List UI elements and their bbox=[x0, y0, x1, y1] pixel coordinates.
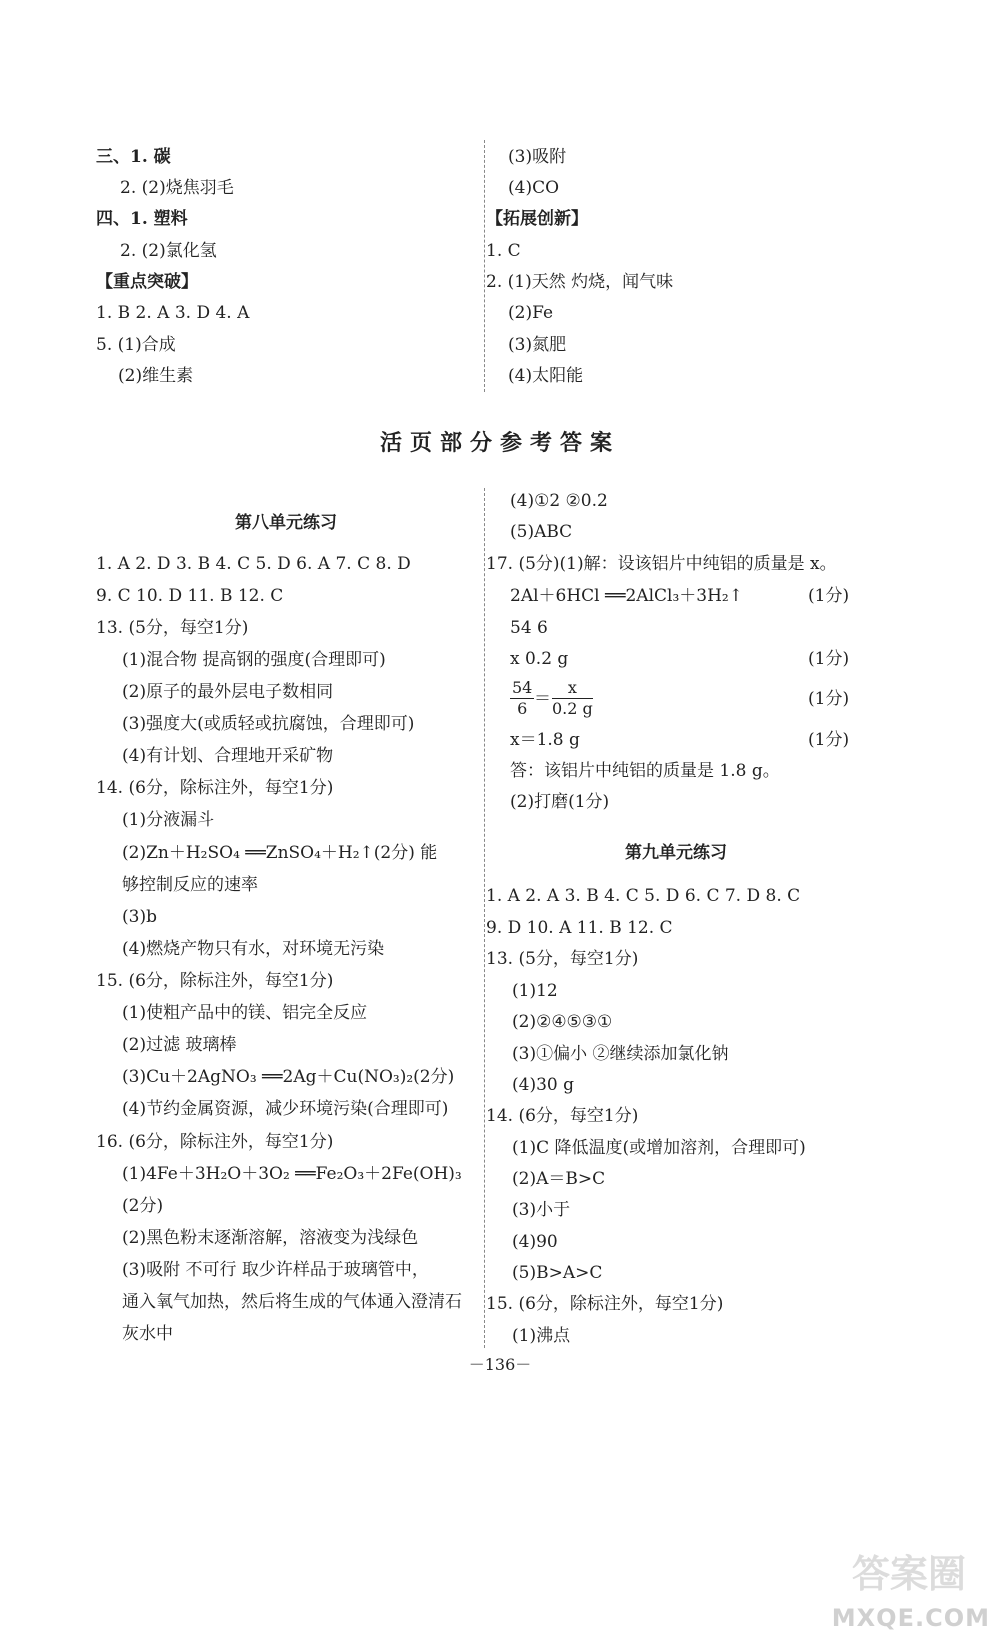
answer-line: 9. D 10. A 11. B 12. C bbox=[486, 918, 673, 938]
answer-line: (1)沸点 bbox=[512, 1326, 571, 1346]
fraction-numerator: 54 bbox=[512, 678, 533, 697]
score-note: (1分) bbox=[808, 649, 850, 669]
answer-line: 2. (1)天然 灼烧，闻气味 bbox=[486, 272, 674, 292]
fraction bbox=[552, 678, 593, 719]
answer-line: 灰水中 bbox=[122, 1324, 173, 1344]
answer-line: (4)①2 ②0.2 bbox=[510, 491, 608, 511]
answer-line: 1. A 2. A 3. B 4. C 5. D 6. C 7. D 8. C bbox=[486, 886, 801, 906]
answer-line: (2)维生素 bbox=[118, 366, 194, 386]
equation-line: x＝1.8 g bbox=[510, 730, 580, 750]
unit9-title: 第九单元练习 bbox=[625, 843, 727, 863]
answer-line: (1)4Fe＋3H₂O＋3O₂ ══Fe₂O₃＋2Fe(OH)₃ bbox=[122, 1164, 462, 1184]
answer-line: (4)CO bbox=[508, 178, 560, 198]
answer-line: (3)①偏小 ②继续添加氯化钠 bbox=[512, 1044, 729, 1064]
answer-line: 16. (6分，除标注外，每空1分) bbox=[96, 1132, 334, 1152]
answer-line: (3)b bbox=[122, 907, 157, 927]
fraction-denominator: 0.2 g bbox=[552, 699, 593, 718]
fraction bbox=[510, 678, 534, 719]
answer-line: (2)过滤 玻璃棒 bbox=[122, 1035, 237, 1055]
answer-line: 1. B 2. A 3. D 4. A bbox=[96, 303, 250, 323]
answer-line: (3)吸附 不可行 取少许样品于玻璃管中， bbox=[122, 1260, 429, 1280]
fraction-numerator: x bbox=[552, 678, 593, 699]
page-title: 活页部分参考答案 bbox=[379, 430, 620, 456]
answer-line: 够控制反应的速率 bbox=[122, 875, 258, 895]
answer-line: 17. (5分)(1)解：设该铝片中纯铝的质量是 x。 bbox=[486, 554, 837, 574]
answer-line: 四、1. 塑料 bbox=[96, 209, 188, 229]
answer-line: 14. (6分，每空1分) bbox=[486, 1106, 639, 1126]
equation-line: 54 6 bbox=[510, 618, 548, 638]
answer-line: (4)燃烧产物只有水，对环境无污染 bbox=[122, 939, 385, 959]
answer-line: 15. (6分，除标注外，每空1分) bbox=[486, 1294, 724, 1314]
score-note: (1分) bbox=[808, 730, 850, 750]
answer-line: (2)②④⑤③① bbox=[512, 1012, 613, 1032]
section-label: 【重点突破】 bbox=[96, 272, 198, 292]
answer-line: 2. (2)氯化氢 bbox=[120, 241, 217, 261]
answer-line: (4)30 g bbox=[512, 1075, 574, 1095]
column-divider bbox=[484, 488, 485, 1348]
answer-line: 13. (5分，每空1分) bbox=[96, 618, 249, 638]
answer-line: 1. A 2. D 3. B 4. C 5. D 6. A 7. C 8. D bbox=[96, 554, 411, 574]
answer-line: 5. (1)合成 bbox=[96, 335, 176, 355]
answer-line: (2)Zn＋H₂SO₄ ══ZnSO₄＋H₂↑(2分) 能 bbox=[122, 843, 438, 863]
column-divider bbox=[484, 140, 485, 392]
fraction-denominator: 6 bbox=[517, 699, 528, 718]
answer-line: (3)Cu＋2AgNO₃ ══2Ag＋Cu(NO₃)₂(2分) bbox=[122, 1067, 455, 1087]
score-note: (1分) bbox=[808, 586, 850, 606]
answer-line: (1)分液漏斗 bbox=[122, 810, 215, 830]
answer-line: (2)A＝B>C bbox=[512, 1169, 606, 1189]
answer-line: 15. (6分，除标注外，每空1分) bbox=[96, 971, 334, 991]
page-number: －136－ bbox=[468, 1355, 532, 1374]
answer-line: 通入氧气加热，然后将生成的气体通入澄清石 bbox=[122, 1292, 462, 1312]
answer-line: (3)强度大(或质轻或抗腐蚀，合理即可) bbox=[122, 714, 415, 734]
answer-line: (4)有计划、合理地开采矿物 bbox=[122, 746, 334, 766]
unit8-title: 第八单元练习 bbox=[235, 513, 337, 533]
answer-line: (2)Fe bbox=[508, 303, 554, 323]
answer-line: (2)原子的最外层电子数相同 bbox=[122, 682, 334, 702]
answer-line: (1)C 降低温度(或增加溶剂，合理即可) bbox=[512, 1138, 806, 1158]
answer-line: (1)混合物 提高钢的强度(合理即可) bbox=[122, 650, 386, 670]
answer-line: (3)氮肥 bbox=[508, 335, 567, 355]
answer-line: (4)节约金属资源，减少环境污染(合理即可) bbox=[122, 1099, 449, 1119]
answer-line: (2)黑色粉末逐渐溶解，溶液变为浅绿色 bbox=[122, 1228, 419, 1248]
watermark-text: MXQE.COM bbox=[831, 1604, 990, 1632]
equals-sign: ＝ bbox=[534, 689, 551, 709]
answer-line: 2. (2)烧焦羽毛 bbox=[120, 178, 234, 198]
section-label: 【拓展创新】 bbox=[486, 209, 588, 229]
score-note: (1分) bbox=[808, 689, 850, 709]
answer-line: (1)使粗产品中的镁、铝完全反应 bbox=[122, 1003, 368, 1023]
answer-line: 三、1. 碳 bbox=[96, 147, 171, 167]
answer-line: (3)吸附 bbox=[508, 147, 567, 167]
watermark-logo: 答案圈 bbox=[851, 1552, 966, 1596]
answer-line: (5)B>A>C bbox=[512, 1263, 603, 1283]
answer-line: (2)打磨(1分) bbox=[510, 792, 610, 812]
answer-line: (5)ABC bbox=[510, 522, 573, 542]
answer-line: (3)小于 bbox=[512, 1200, 571, 1220]
answer-line: 答：该铝片中纯铝的质量是 1.8 g。 bbox=[510, 761, 780, 781]
answer-line: 13. (5分，每空1分) bbox=[486, 949, 639, 969]
answer-line: 1. C bbox=[486, 241, 521, 261]
answer-line: (4)90 bbox=[512, 1232, 558, 1252]
equation-line: x 0.2 g bbox=[510, 649, 569, 669]
answer-line: (4)太阳能 bbox=[508, 366, 584, 386]
answer-line: (2分) bbox=[122, 1196, 164, 1216]
equation-line: 2Al＋6HCl ══2AlCl₃＋3H₂↑ bbox=[510, 586, 743, 606]
answer-line: 14. (6分，除标注外，每空1分) bbox=[96, 778, 334, 798]
answer-line: 9. C 10. D 11. B 12. C bbox=[96, 586, 284, 606]
answer-line: (1)12 bbox=[512, 981, 558, 1001]
